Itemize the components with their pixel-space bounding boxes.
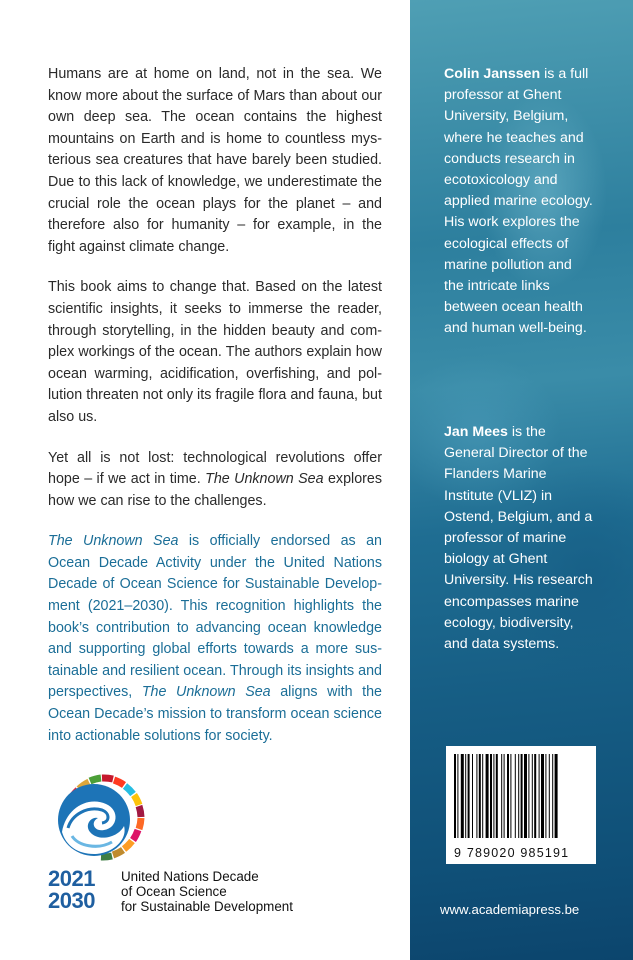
year-start: 2021 (48, 866, 95, 891)
isbn-barcode (446, 746, 596, 864)
blurb (48, 64, 382, 766)
publisher-website: www.academiapress.be (440, 902, 580, 917)
un-label-line-1: United Nations Decade (121, 869, 259, 884)
blurb-paragraph-1: Humans are at home on land, not in the sea. We know more about the surface of Mars than about our own deep sea. The ocean contains the highest mountains on Earth and is home to countless mysterious sea creatures that have barely been studied. Due to this lack of knowledge, we underestimate the crucial role the ocean plays for the planet – and therefore also for humanity – for example, in the fight against climate change. (48, 66, 382, 255)
ocean-decade-wave-icon (48, 770, 148, 862)
endorsement-text-end: aligns with the Ocean Decade’s mission to transform ocean science into actionable solutions for society. (48, 684, 383, 744)
author-name: Colin Janssen (444, 66, 541, 82)
book-title-italic: The Unknown Sea (205, 471, 324, 488)
endorsement-paragraph (48, 531, 382, 747)
book-title-italic: The Unknown Sea (48, 533, 179, 550)
barcode-bars (452, 754, 590, 838)
book-title-italic: The Unknown Sea (141, 684, 271, 701)
year-end: 2030 (48, 888, 95, 913)
un-label-line-3: for Sustainable Development (121, 899, 293, 914)
author-bio-1 (444, 64, 594, 340)
author-bio-text: is the General Director of the Flanders Marine Institute (VLIZ) in Ostend, Belgium, and a professor of marine biology at Ghent University. His research encompasses marine ecology, biodiversity, and data systems. (444, 424, 593, 653)
blurb-p3-text: Yet all is not lost: technological revolutions offer hope – if we act in time. (48, 449, 382, 488)
endorsement-text: is officially endorsed as an Ocean Decade Activity under the United Nations Decade of Ocean Science for Sustainable Development (2021–2030). This recognition highlights the book’s contribution to advancing ocean knowledge and supporting global efforts towards a more sustainable and resilient ocean. Through its insights and perspectives, (48, 533, 382, 701)
isbn-number: 9 789020 985191 (454, 846, 570, 860)
un-label-line-2: of Ocean Science (121, 884, 227, 899)
blurb-paragraph-2: This book aims to change that. Based on the latest scientific insights, it seeks to immerse the reader, through storytelling, in the hidden beauty and complex workings of the ocean. The authors explain how ocean warming, acidification, overfishing, and pollution threaten not only its fragile flora and fauna, but also us. (48, 279, 382, 425)
ocean-image-panel (410, 0, 633, 960)
author-bio-text: is a full professor at Ghent University, Belgium, where he teaches and conducts research in ecotoxicology and applied marine ecology. His work explores the ecological effects of marine pollution and the intricate links between ocean health and human well-being. (444, 66, 593, 337)
ocean-decade-label (121, 869, 293, 914)
author-name: Jan Mees (444, 424, 508, 440)
blurb-paragraph-3 (48, 448, 382, 513)
blurb-p3-text-end: explores how we can rise to the challenges. (48, 471, 383, 509)
ocean-decade-years (48, 868, 95, 912)
author-bio-2 (444, 422, 594, 655)
